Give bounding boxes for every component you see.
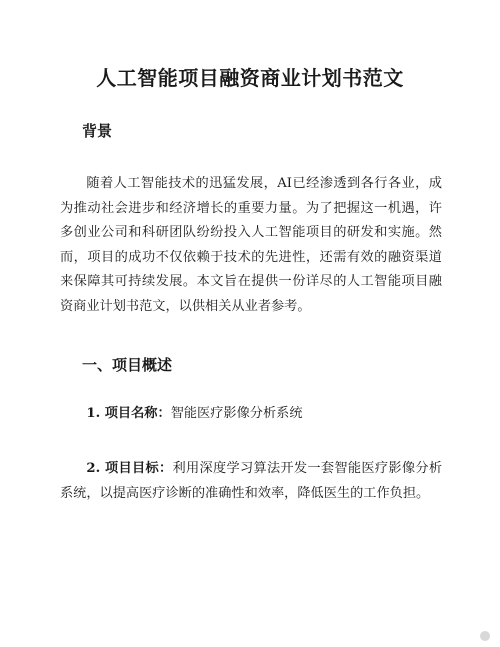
project-goal-label: 2. 项目目标： (86, 461, 173, 476)
watermark (480, 631, 490, 641)
project-goal-value: 利用深度学习算法开发一套智能医疗影像分析系统，以提高医疗诊断的准确性和效率，降低医生的工作负担。 (60, 461, 443, 501)
project-name-value: 智能医疗影像分析系统 (170, 406, 303, 421)
background-paragraph: 随着人工智能技术的迅猛发展，AI已经渗透到各行各业，成为推动社会进步和经济增长的重要力量。为了把握这一机遇，许多创业公司和科研团队纷纷投入人工智能项目的研发和实施。然而，项目的成功不仅依赖于技术的先进性，还需有效的融资渠道来保障其可持续发展。本文旨在提供一份详尽的人工智能项目融资商业计划书范文，以供相关从业者参考。 (60, 176, 442, 314)
list-item-project-goal (60, 457, 442, 506)
list-item-project-name (60, 402, 442, 427)
document-title: 人工智能项目融资商业计划书范文 (96, 66, 404, 90)
section-heading-background: 背景 (82, 122, 113, 140)
watermark-logo-icon (480, 631, 490, 641)
project-name-label: 1. 项目名称： (86, 406, 171, 421)
section-heading-overview: 一、项目概述 (82, 356, 173, 374)
